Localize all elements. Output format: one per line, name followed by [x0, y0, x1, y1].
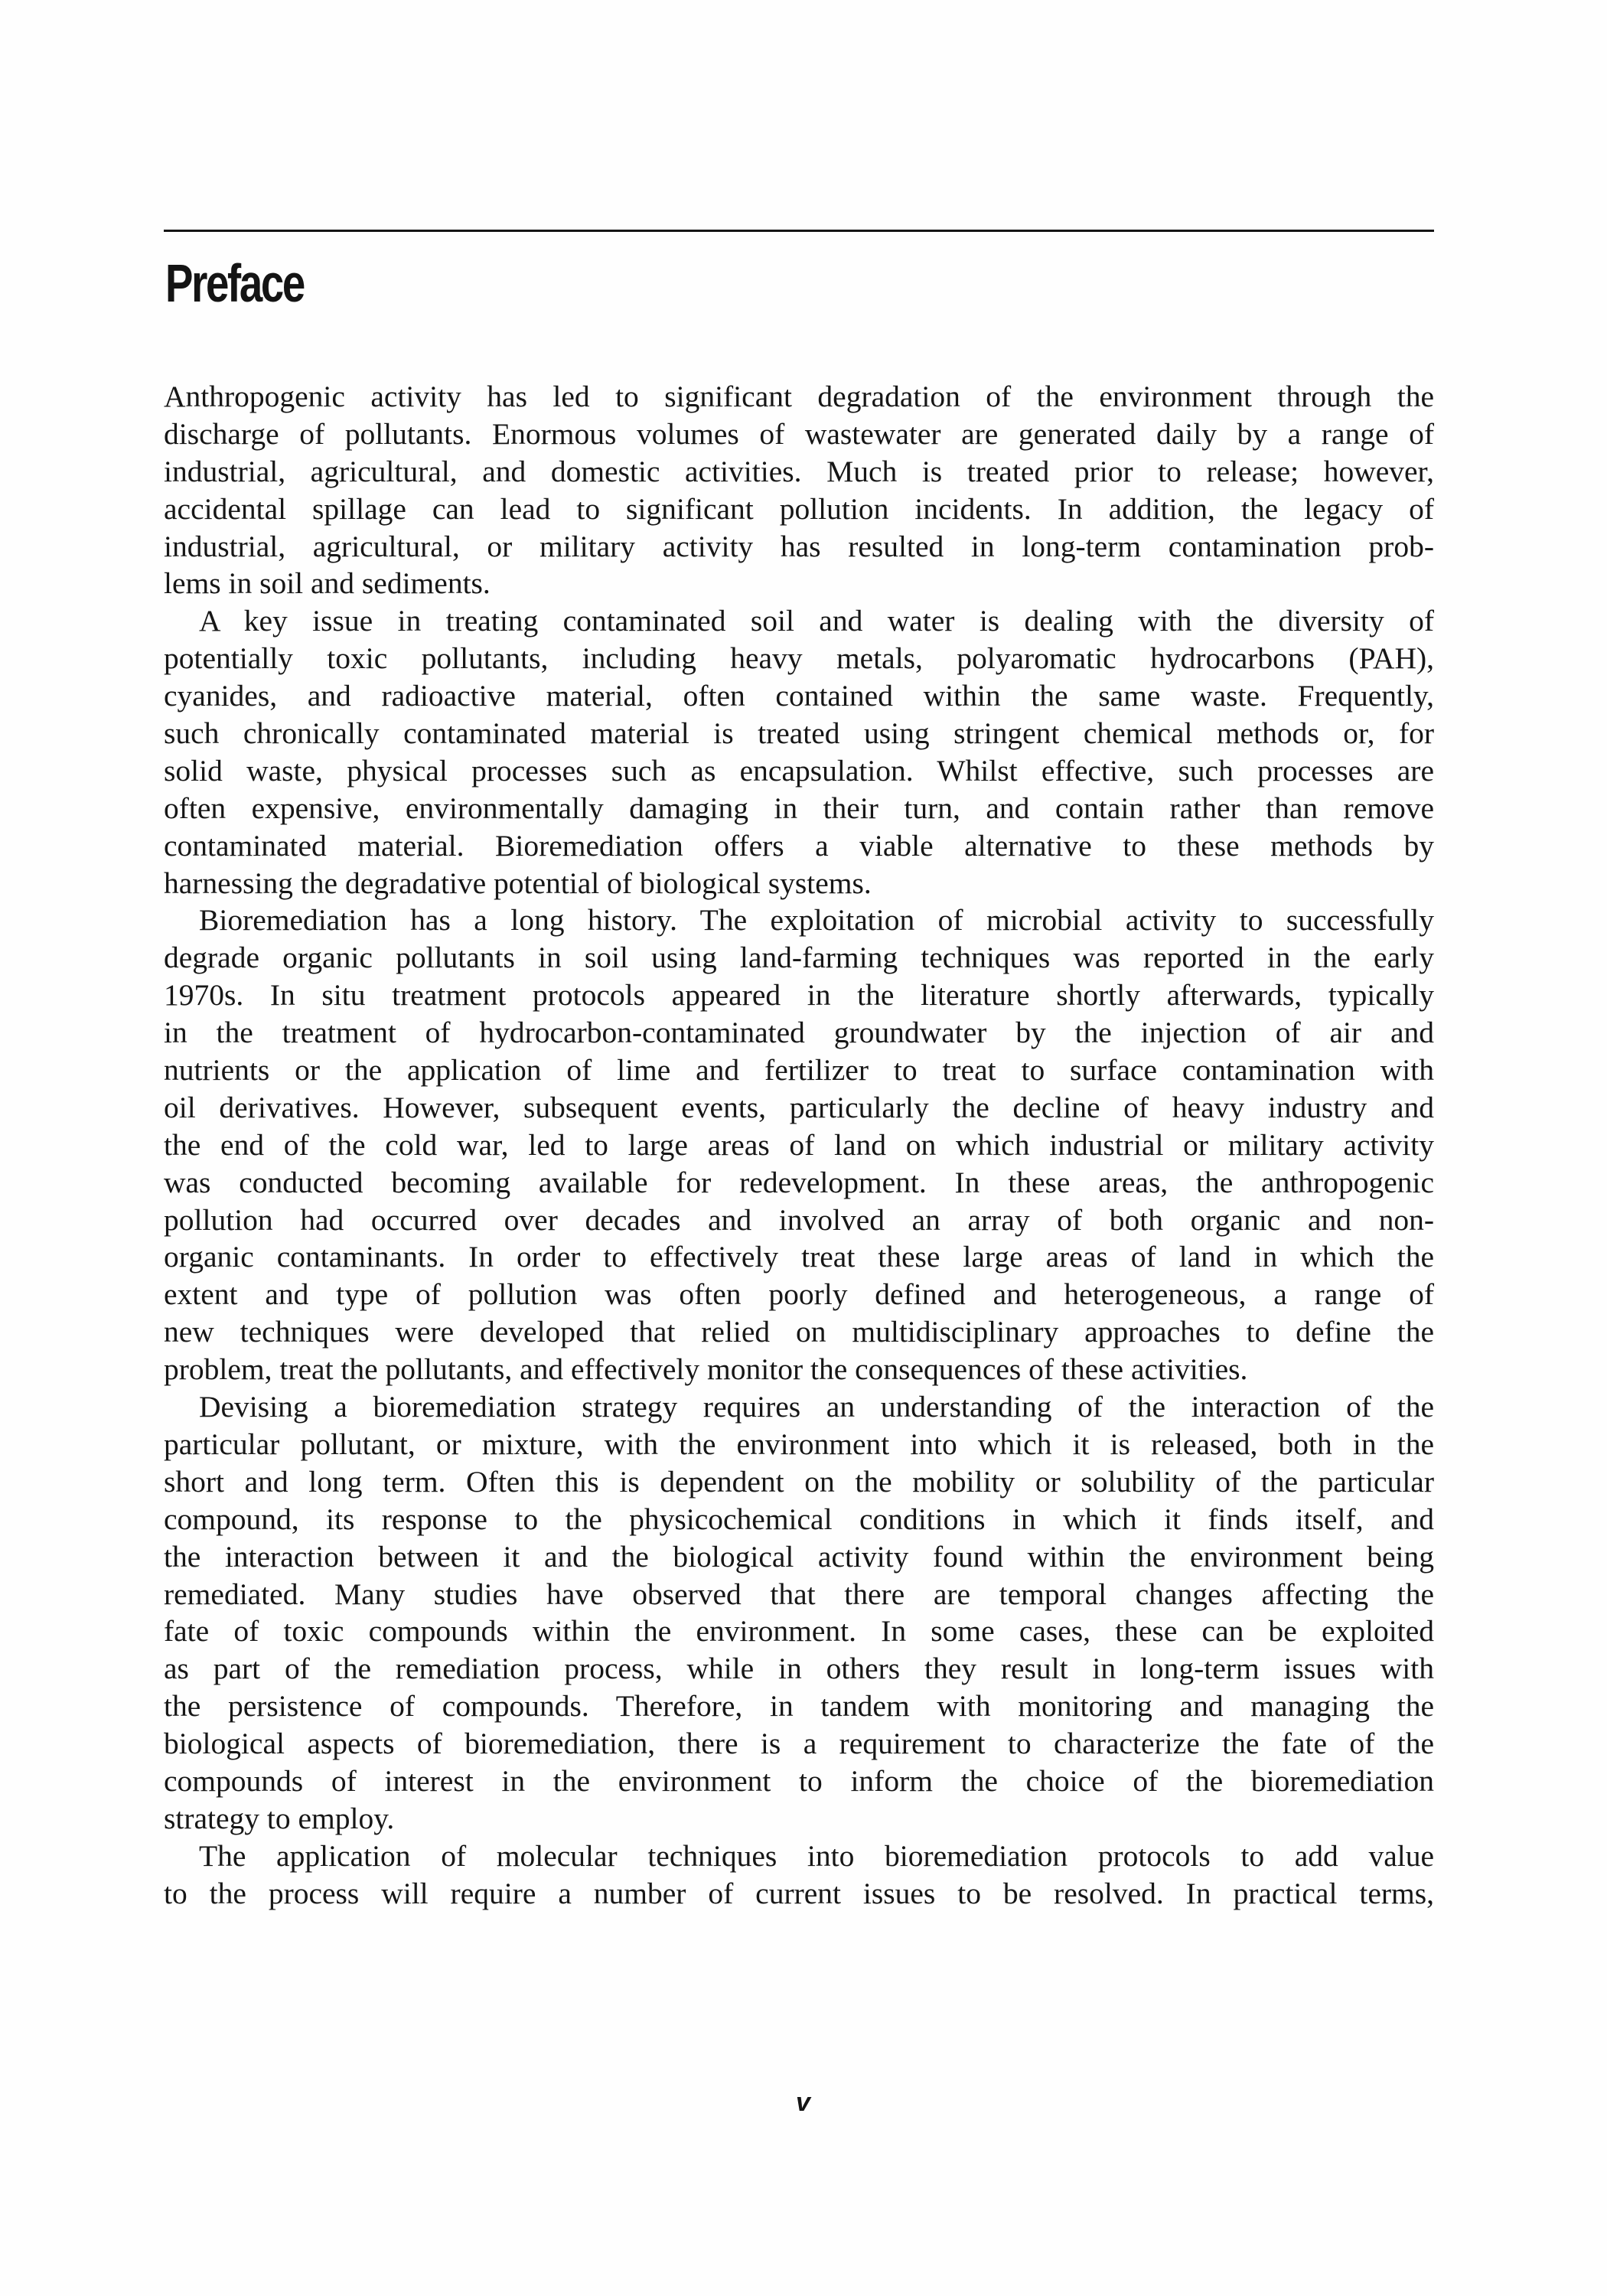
- text-line: particular pollutant, or mixture, with the environment into which it is released, both in the: [164, 1427, 1434, 1461]
- text-line: problem, treat the pollutants, and effectively monitor the consequences of these activities.: [164, 1352, 1248, 1387]
- text-line: Bioremediation has a long history. The exploitation of microbial activity to successfully: [199, 903, 1434, 938]
- text-line: industrial, agricultural, and domestic activities. Much is treated prior to release; however,: [164, 454, 1434, 488]
- text-line: compound, its response to the physicochemical conditions in which it finds itself, and: [164, 1502, 1434, 1536]
- text-line: oil derivatives. However, subsequent events, particularly the decline of heavy industry and: [164, 1090, 1434, 1124]
- text-line: 1970s. In situ treatment protocols appeared in the literature shortly afterwards, typically: [164, 978, 1434, 1013]
- text-line: was conducted becoming available for redevelopment. In these areas, the anthropogenic: [164, 1165, 1434, 1199]
- text-line: often expensive, environmentally damaging in their turn, and contain rather than remove: [164, 791, 1434, 825]
- paragraph: [164, 1838, 1434, 1913]
- text-line: remediated. Many studies have observed that there are temporal changes affecting the: [164, 1577, 1434, 1611]
- text-line: new techniques were developed that relied on multidisciplinary approaches to define the: [164, 1315, 1434, 1349]
- text-line: extent and type of pollution was often poorly defined and heterogeneous, a range of: [164, 1277, 1434, 1312]
- text-line: biological aspects of bioremediation, there is a requirement to characterize the fate of the: [164, 1727, 1434, 1761]
- text-line: the end of the cold war, led to large areas of land on which industrial or military activity: [164, 1127, 1434, 1162]
- text-line: A key issue in treating contaminated soil and water is dealing with the diversity of: [199, 604, 1434, 638]
- text-line: the persistence of compounds. Therefore, in tandem with monitoring and managing the: [164, 1689, 1434, 1724]
- preface-body: [164, 378, 1434, 1913]
- paragraph: [164, 378, 1434, 602]
- text-line: the interaction between it and the biological activity found within the environment being: [164, 1539, 1434, 1574]
- text-line: industrial, agricultural, or military activity has resulted in long-term contamination prob-: [164, 529, 1434, 563]
- text-line: strategy to employ.: [164, 1801, 395, 1835]
- text-line: accidental spillage can lead to significant pollution incidents. In addition, the legacy of: [164, 491, 1434, 526]
- chapter-title: Preface: [165, 253, 304, 313]
- text-line: contaminated material. Bioremediation offers a viable alternative to these methods by: [164, 828, 1434, 863]
- text-line: cyanides, and radioactive material, often contained within the same waste. Frequently,: [164, 679, 1434, 713]
- text-line: potentially toxic pollutants, including heavy metals, polyaromatic hydrocarbons (PAH),: [164, 641, 1434, 676]
- text-line: nutrients or the application of lime and fertilizer to treat to surface contamination with: [164, 1053, 1434, 1088]
- page-number: v: [796, 2088, 810, 2117]
- text-line: lems in soil and sediments.: [164, 566, 491, 601]
- text-line: degrade organic pollutants in soil using land-farming techniques was reported in the early: [164, 941, 1434, 975]
- text-line: as part of the remediation process, while in others they result in long-term issues with: [164, 1652, 1434, 1686]
- paragraph: [164, 902, 1434, 1388]
- text-line: discharge of pollutants. Enormous volumes of wastewater are generated daily by a range of: [164, 416, 1434, 451]
- text-line: Devising a bioremediation strategy requires an understanding of the interaction of the: [199, 1390, 1434, 1424]
- text-line: The application of molecular techniques into bioremediation protocols to add value: [199, 1838, 1434, 1873]
- paragraph: [164, 602, 1434, 902]
- text-line: compounds of interest in the environment to inform the choice of the bioremediation: [164, 1763, 1434, 1798]
- text-line: harnessing the degradative potential of biological systems.: [164, 866, 872, 900]
- text-line: short and long term. Often this is dependent on the mobility or solubility of the particular: [164, 1464, 1434, 1499]
- text-line: such chronically contaminated material is treated using stringent chemical methods or, for: [164, 716, 1434, 751]
- chapter-top-rule: [164, 230, 1434, 232]
- text-line: to the process will require a number of current issues to be resolved. In practical terms,: [164, 1876, 1434, 1910]
- text-line: solid waste, physical processes such as encapsulation. Whilst effective, such processes are: [164, 753, 1434, 788]
- paragraph: [164, 1388, 1434, 1838]
- text-line: fate of toxic compounds within the environment. In some cases, these can be exploited: [164, 1614, 1434, 1649]
- text-line: in the treatment of hydrocarbon-contaminated groundwater by the injection of air and: [164, 1016, 1434, 1050]
- text-line: pollution had occurred over decades and involved an array of both organic and non-: [164, 1202, 1434, 1237]
- text-line: Anthropogenic activity has led to significant degradation of the environment through the: [164, 380, 1434, 413]
- text-line: organic contaminants. In order to effectively treat these large areas of land in which the: [164, 1240, 1434, 1274]
